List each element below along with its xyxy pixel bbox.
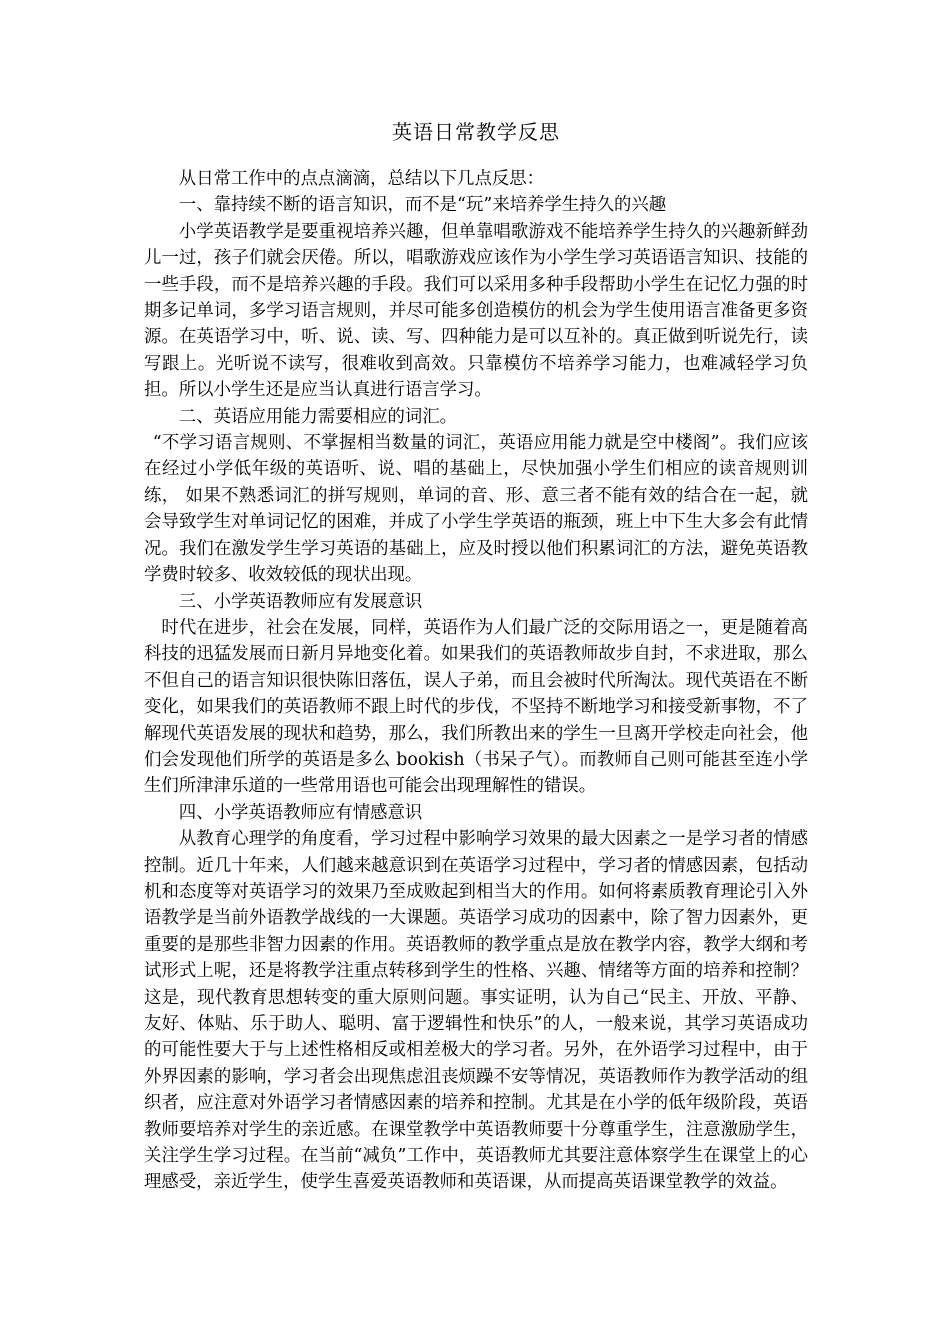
section-body-3: 时代在进步，社会在发展，同样，英语作为人们最广泛的交际用语之一，更是随着高科技的迅猛发展而日新月异地变化着。如果我们的英语教师故步自封，不求进取，那么不但自己的语言知识很快陈旧落伍，误人子弟，而且会被时代所淘汰。现代英语在不断变化，如果我们的英语教师不跟上时代的步伐，不坚持不断地学习和接受新事物，不了解现代英语发展的现状和趋势，那么，我们所教出来的学生一旦离开学校走向社会，他们会发现他们所学的英语是多么 bookish（书呆子气）。而教师自己则可能甚至连小学生们所津津乐道的一些常用语也可能会出现理解性的错误。 [144, 617, 808, 797]
section-heading-3: 三、小学英语教师应有发展意识 [178, 591, 423, 612]
section-body-1: 小学英语教学是要重视培养兴趣，但单靠唱歌游戏不能培养学生持久的兴趣新鲜劲儿一过，孩子们就会厌倦。所以，唱歌游戏应该作为小学生学习英语语言知识、技能的一些手段，而不是培养兴趣的手段。我们可以采用多种手段帮助小学生在记忆力强的时期多记单词，多学习语言规则，并尽可能多创造模仿的机会为学生使用语言准备更多资源。在英语学习中，听、说、读、写、四种能力是可以互补的。真正做到听说先行，读写跟上。光听说不读写，很难收到高效。只靠模仿不培养学习能力，也难减轻学习负担。所以小学生还是应当认真进行语言学习。 [144, 221, 808, 401]
section-heading-1: 一、靠持续不断的语言知识，而不是“玩”来培养学生持久的兴趣 [178, 195, 667, 216]
section-heading-2: 二、英语应用能力需要相应的词汇。 [178, 406, 458, 427]
section-body-2: “不学习语言规则、不掌握相当数量的词汇，英语应用能力就是空中楼阁”。我们应该在经过小学低年级的英语听、说、唱的基础上，尽快加强小学生们相应的读音规则训练， 如果不熟悉词汇的拼写规则，单词的音、形、意三者不能有效的结合在一起，就会导致学生对单词记忆的困难，并成了小学生学英语的瓶颈，班上中下生大多会有此情况。我们在激发学生学习英语的基础上，应及时授以他们积累词汇的方法，避免英语教学费时较多、收效较低的现状出现。 [144, 433, 808, 586]
intro-paragraph: 从日常工作中的点点滴滴，总结以下几点反思： [178, 169, 545, 189]
document-page [144, 118, 808, 1196]
document-title: 英语日常教学反思 [392, 120, 560, 144]
section-body-4: 从教育心理学的角度看，学习过程中影响学习效果的最大因素之一是学习者的情感控制。近几十年来，人们越来越意识到在英语学习过程中，学习者的情感因素，包括动机和态度等对英语学习的效果乃至成败起到相当大的作用。如何将素质教育理论引入外语教学是当前外语教学战线的一大课题。英语学习成功的因素中，除了智力因素外，更重要的是那些非智力因素的作用。英语教师的教学重点是放在教学内容，教学大纲和考试形式上呢，还是将教学注重点转移到学生的性格、兴趣、情绪等方面的培养和控制？这是，现代教育思想转变的重大原则问题。事实证明，认为自己“民主、开放、平静、友好、体贴、乐于助人、聪明、富于逻辑性和快乐”的人，一般来说，其学习英语成功的可能性要大于与上述性格相反或相差极大的学习者。另外，在外语学习过程中，由于外界因素的影响，学习者会出现焦虑沮丧烦躁不安等情况，英语教师作为教学活动的组织者，应注意对外语学习者情感因素的培养和控制。尤其是在小学的低年级阶段，英语教师要培养对学生的亲近感。在课堂教学中英语教师要十分尊重学生，注意激励学生，关注学生学习过程。在当前“减负”工作中，英语教师尤其要注意体察学生在课堂上的心理感受，亲近学生，使学生喜爱英语教师和英语课，从而提高英语课堂教学的效益。 [144, 829, 808, 1193]
section-heading-4: 四、小学英语教师应有情感意识 [178, 802, 423, 823]
